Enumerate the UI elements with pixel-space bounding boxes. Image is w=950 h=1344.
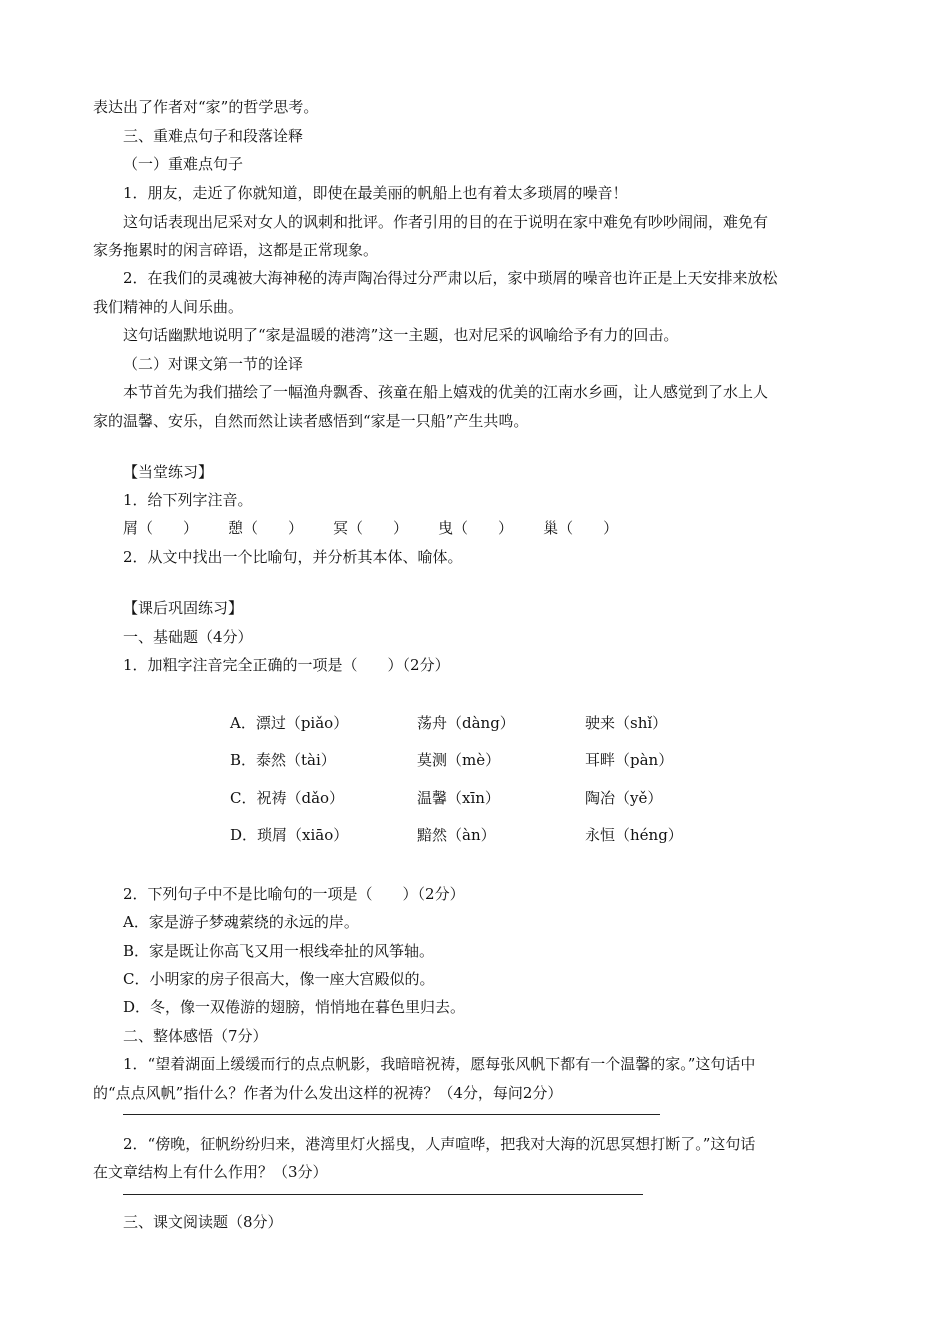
- q1-option-d-1: D．琐屑（xiāo）: [230, 826, 349, 844]
- overall-q1-line-1: 1．“望着湖面上缓缓而行的点点帆影，我暗暗祝祷，愿每张风帆下都有一个温馨的家。”这句话中: [123, 1055, 756, 1073]
- q1-option-b-2: 莫测（mè）: [417, 751, 501, 769]
- class-practice-heading: 【当堂练习】: [123, 463, 214, 481]
- sentence-1: 1．朋友，走近了你就知道，即使在最美丽的帆船上也有着太多琐屑的噪音！: [123, 184, 628, 202]
- pinyin-char-list: [123, 518, 618, 538]
- q1-option-a-1: A．漂过（piǎo）: [230, 714, 349, 732]
- q1-option-b-1: B．泰然（tài）: [230, 751, 336, 769]
- pinyin-char-2: 憩（ ）: [228, 519, 304, 537]
- pinyin-char-3: 冥（ ）: [333, 519, 409, 537]
- question-2: 2．下列句子中不是比喻句的一项是（ ）（2分）: [123, 885, 465, 903]
- q2-option-a: A．家是游子梦魂萦绕的永远的岸。: [123, 913, 359, 931]
- sentence-2-line-2: 我们精神的人间乐曲。: [93, 298, 244, 316]
- q1-option-c-2: 温馨（xīn）: [417, 789, 500, 807]
- sentence-2-line-1: 2．在我们的灵魂被大海神秘的涛声陶冶得过分严肃以后，家中琐屑的噪音也许正是上天安排来放松: [123, 269, 778, 287]
- subsection-2-line-1: 本节首先为我们描绘了一幅渔舟飘香、孩童在船上嬉戏的优美的江南水乡画，让人感觉到了水上人: [123, 383, 769, 401]
- class-practice-q2: 2．从文中找出一个比喻句，并分析其本体、喻体。: [123, 548, 463, 566]
- section-3-heading: 三、重难点句子和段落诠释: [123, 127, 304, 145]
- overall-q2-line-2: 在文章结构上有什么作用？（3分）: [93, 1163, 328, 1181]
- answer-line-1[interactable]: [123, 1114, 660, 1115]
- q2-option-d: D．冬，像一双倦游的翅膀，悄悄地在暮色里归去。: [123, 998, 466, 1016]
- reading-section-heading: 三、课文阅读题（8分）: [123, 1213, 283, 1231]
- sentence-1-note-line-2: 家务拖累时的闲言碎语，这都是正常现象。: [93, 241, 379, 259]
- pinyin-char-1: 屑（ ）: [123, 519, 199, 537]
- q1-option-d-2: 黯然（àn）: [417, 826, 496, 844]
- overall-q2-line-1: 2．“傍晚，征帆纷纷归来，港湾里灯火摇曳，人声喧哗，把我对大海的沉思冥想打断了。”这句话: [123, 1135, 756, 1153]
- q1-option-b-3: 耳畔（pàn）: [585, 751, 674, 769]
- subsection-2-line-2: 家的温馨、安乐，自然而然让读者感悟到“家是一只船”产生共鸣。: [93, 412, 529, 430]
- question-1: 1．加粗字注音完全正确的一项是（ ）（2分）: [123, 656, 450, 674]
- sentence-2-note: 这句话幽默地说明了“家是温暖的港湾”这一主题，也对尼采的讽喻给予有力的回击。: [123, 326, 679, 344]
- intro-end-text: 表达出了作者对“家”的哲学思考。: [93, 98, 319, 116]
- answer-line-2[interactable]: [123, 1194, 643, 1195]
- overall-q1-line-2: 的“点点风帆”指什么？作者为什么发出这样的祝祷？（4分，每问2分）: [93, 1084, 563, 1102]
- q1-option-c-3: 陶冶（yě）: [585, 789, 663, 807]
- subsection-1-heading: （一）重难点句子: [123, 155, 244, 173]
- pinyin-char-5: 巢（ ）: [543, 519, 619, 537]
- overall-section-heading: 二、整体感悟（7分）: [123, 1027, 268, 1045]
- q1-option-a-3: 驶来（shǐ）: [585, 714, 668, 732]
- class-practice-q1: 1．给下列字注音。: [123, 491, 253, 509]
- sentence-1-note-line-1: 这句话表现出尼采对女人的讽刺和批评。作者引用的目的在于说明在家中难免有吵吵闹闹，难免有: [123, 213, 769, 231]
- basic-section-heading: 一、基础题（4分）: [123, 628, 253, 646]
- q1-option-d-3: 永恒（héng）: [585, 826, 683, 844]
- subsection-2-heading: （二）对课文第一节的诠译: [123, 355, 304, 373]
- after-class-heading: 【课后巩固练习】: [123, 599, 244, 617]
- q2-option-c: C．小明家的房子很高大，像一座大宫殿似的。: [123, 970, 435, 988]
- q1-option-a-2: 荡舟（dàng）: [417, 714, 515, 732]
- pinyin-char-4: 曳（ ）: [438, 519, 514, 537]
- q1-option-c-1: C．祝祷（dǎo）: [230, 789, 345, 807]
- q2-option-b: B．家是既让你高飞又用一根线牵扯的风筝轴。: [123, 942, 435, 960]
